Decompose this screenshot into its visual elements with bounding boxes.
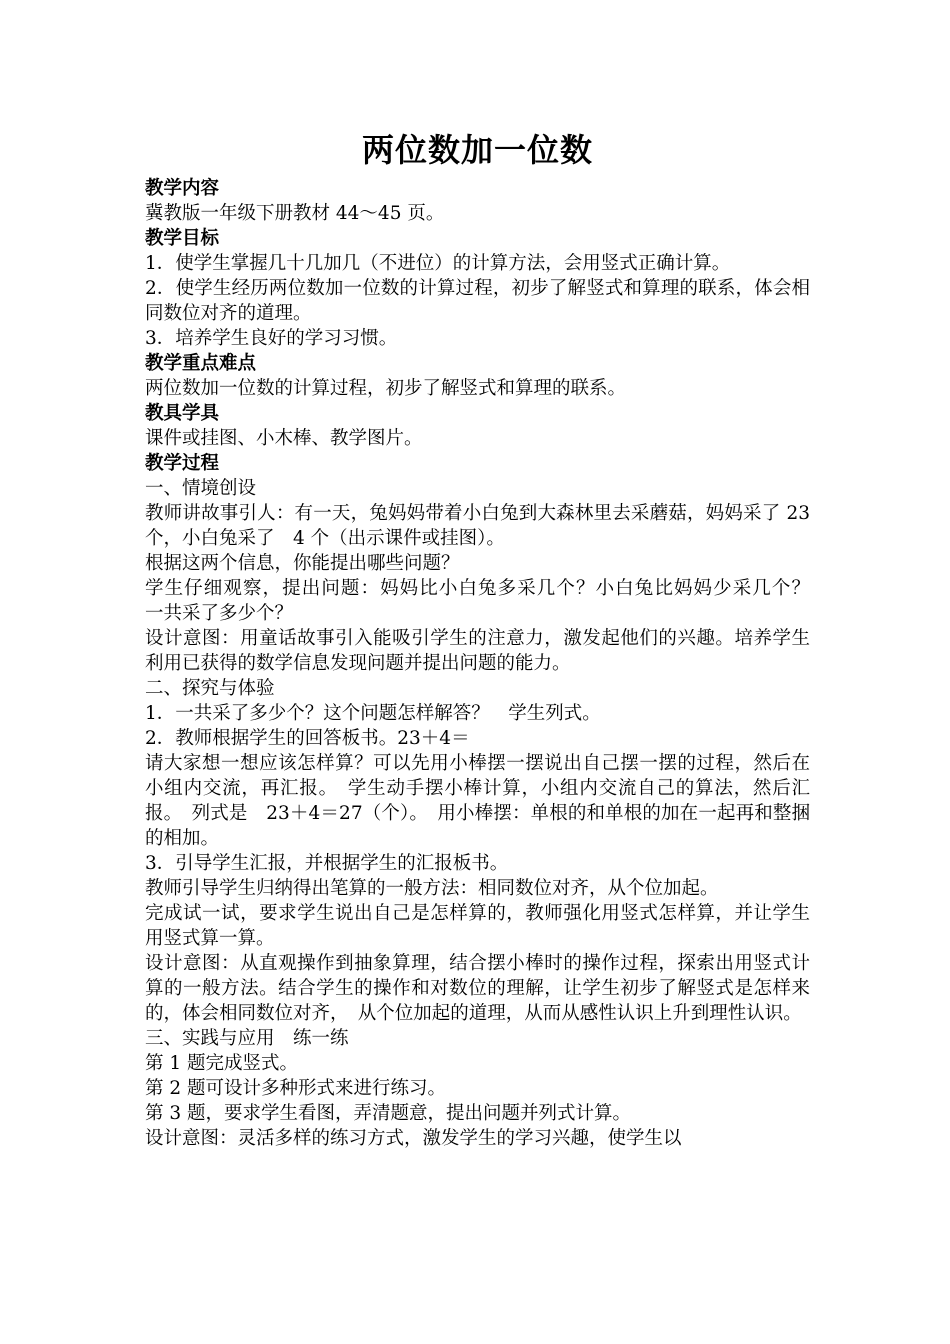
document-title: 两位数加一位数: [361, 131, 593, 169]
paragraph: 学生仔细观察，提出问题：妈妈比小白兔多采几个？小白兔比妈妈少采几个？ 一共采了多少个？: [145, 578, 829, 624]
paragraph: 设计意图：用童话故事引入能吸引学生的注意力，激发起他们的兴趣。培养学生利用已获得的数学信息发现问题并提出问题的能力。: [145, 628, 810, 674]
paragraph: 一、情境创设: [145, 478, 257, 499]
section-heading: 教学目标: [145, 228, 220, 249]
paragraph: 三、实践与应用 练一练: [145, 1028, 349, 1049]
paragraph: 1．一共采了多少个？这个问题怎样解答？ 学生列式。: [145, 703, 601, 724]
paragraph: 2．使学生经历两位数加一位数的计算过程，初步了解竖式和算理的联系，体会相同数位对齐的道理。: [145, 278, 810, 324]
paragraph: 冀教版一年级下册教材 44～45 页。: [145, 203, 445, 224]
section-heading: 教学内容: [145, 178, 220, 199]
paragraph: 教师引导学生归纳得出笔算的一般方法：相同数位对齐，从个位加起。: [145, 878, 719, 899]
paragraph: 3．培养学生良好的学习习惯。: [145, 328, 398, 349]
paragraph: 1．使学生掌握几十几加几（不进位）的计算方法，会用竖式正确计算。: [145, 253, 731, 274]
document-page: [145, 128, 829, 1151]
section-heading: 教具学具: [145, 403, 220, 424]
paragraph: 设计意图：灵活多样的练习方式，激发学生的学习兴趣，使学生以: [145, 1128, 682, 1149]
paragraph: 根据这两个信息，你能提出哪些问题？: [145, 553, 460, 574]
document-body: [145, 176, 829, 1151]
paragraph: 第 2 题可设计多种形式来进行练习。: [145, 1078, 447, 1099]
section-heading: 教学过程: [145, 453, 220, 474]
section-heading: 教学重点难点: [145, 353, 257, 374]
paragraph: 教师讲故事引人：有一天，兔妈妈带着小白兔到大森林里去采蘑菇，妈妈采了 23 个，小白兔采了 4 个（出示课件或挂图）。: [145, 503, 810, 549]
paragraph: 二、探究与体验: [145, 678, 275, 699]
paragraph: 第 3 题，要求学生看图，弄清题意，提出问题并列式计算。: [145, 1103, 632, 1124]
paragraph: 3．引导学生汇报，并根据学生的汇报板书。: [145, 853, 509, 874]
paragraph: 课件或挂图、小木棒、教学图片。: [145, 428, 423, 449]
paragraph: 设计意图：从直观操作到抽象算理，结合摆小棒时的操作过程，探索出用竖式计算的一般方法。结合学生的操作和对数位的理解，让学生初步了解竖式是怎样来的，体会相同数位对齐， 从个位加起的道理，从而从感性认识上升到理性认识。: [145, 953, 810, 1024]
paragraph: 两位数加一位数的计算过程，初步了解竖式和算理的联系。: [145, 378, 627, 399]
paragraph: 请大家想一想应该怎样算？可以先用小棒摆一摆说出自己摆一摆的过程，然后在小组内交流，再汇报。 学生动手摆小棒计算，小组内交流自己的算法，然后汇报。 列式是 23＋4＝27（个）。 用小棒摆：单根的和单根的加在一起再和整捆的相加。: [145, 753, 810, 849]
paragraph: 2．教师根据学生的回答板书。23＋4＝: [145, 728, 470, 749]
paragraph: 完成试一试，要求学生说出自己是怎样算的，教师强化用竖式怎样算，并让学生用竖式算一算。: [145, 903, 810, 949]
paragraph: 第 1 题完成竖式。: [145, 1053, 299, 1074]
